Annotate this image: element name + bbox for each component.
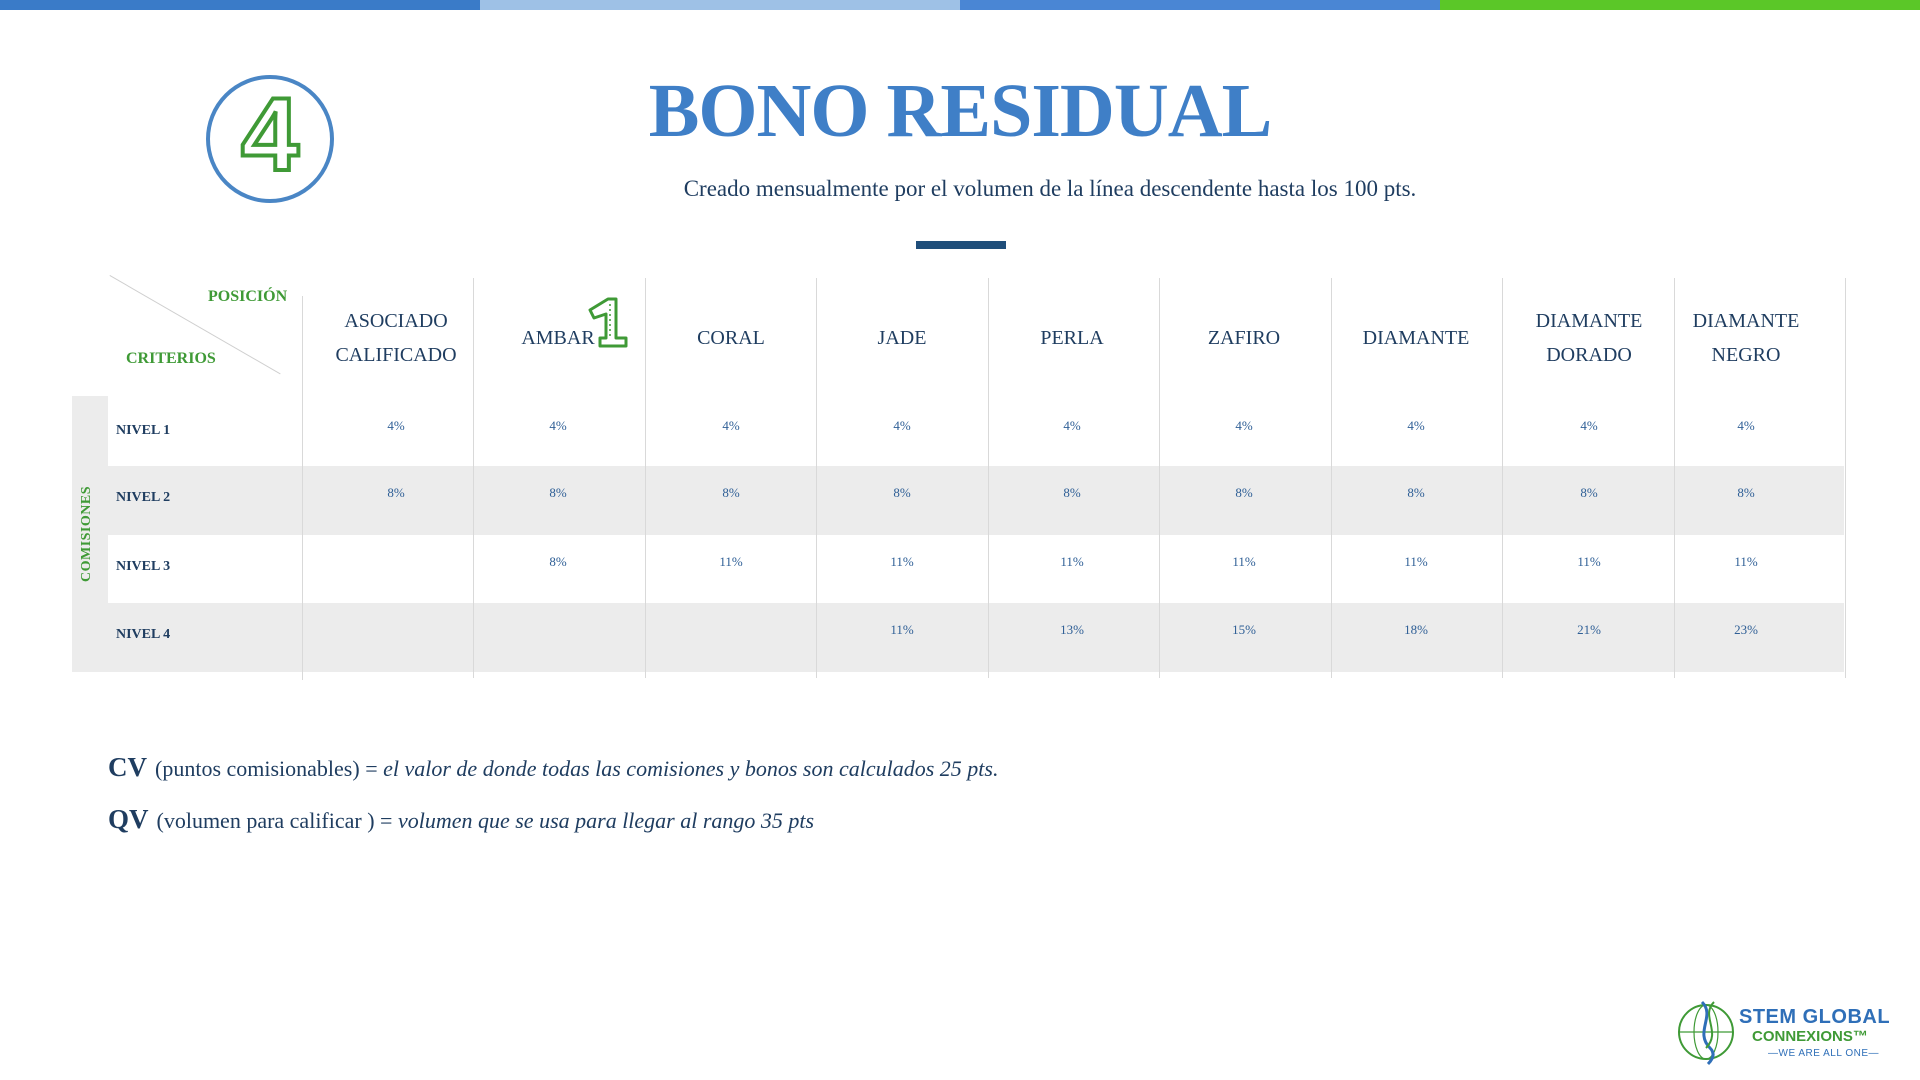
cv-paren: (puntos comisionables) = [155, 756, 378, 781]
column-header-line-1: JADE [877, 327, 927, 349]
table-cell: 4% [549, 418, 567, 433]
table-cell: 4% [722, 418, 740, 433]
number-one-icon [582, 296, 632, 348]
page-subtitle: Creado mensualmente por el volumen de la línea descendente hasta los 100 pts. [683, 176, 1417, 201]
column-header-line-1: DIAMANTE [1362, 327, 1470, 349]
table-cell: 4% [1737, 418, 1755, 433]
column-header-line-1: CORAL [697, 327, 765, 349]
column-header-line-2: CALIFICADO [335, 344, 457, 366]
column-header [646, 290, 816, 386]
logo-line-1: STEM GLOBAL [1739, 1006, 1891, 1028]
top-color-bar [0, 0, 1920, 10]
qv-abbr: QV [108, 804, 149, 834]
column-divider [1845, 278, 1846, 678]
column-header-line-1: ZAFIRO [1207, 327, 1281, 349]
column-header-line-1: DIAMANTE [1692, 310, 1800, 332]
page-title: BONO RESIDUAL [648, 69, 1272, 153]
column-header [311, 290, 481, 386]
table-cell: 8% [722, 485, 740, 500]
table-cell: 8% [549, 485, 567, 500]
cv-description: el valor de donde todas las comisiones y bonos son calculados 25 pts. [383, 756, 999, 781]
comisiones-label: COMISIONES [79, 485, 94, 583]
qv-description: volumen que se usa para llegar al rango 35 pts [397, 808, 815, 833]
table-cell: 11% [1232, 554, 1256, 569]
qv-paren: (volumen para calificar ) = [156, 808, 393, 833]
row-label: NIVEL 4 [116, 627, 171, 642]
header-criteria-label: CRITERIOS [126, 350, 216, 367]
title-divider [916, 241, 1006, 249]
logo-line-3: —WE ARE ALL ONE— [1768, 1048, 1879, 1059]
table-cell: 11% [1060, 554, 1084, 569]
column-header-line-1: ASOCIADO [344, 310, 448, 332]
top-bar-segment-4 [1440, 0, 1920, 10]
table-cell: 13% [1060, 622, 1084, 637]
table-cell: 11% [890, 554, 914, 569]
header-position-label: POSICIÓN [208, 288, 288, 305]
table-cell: 8% [1235, 485, 1253, 500]
qv-definition [108, 804, 814, 835]
column-header-line-1: AMBAR [521, 327, 595, 349]
column-header-line-2: DORADO [1546, 344, 1632, 366]
table-cell: 11% [719, 554, 743, 569]
column-header [1661, 290, 1831, 386]
top-bar-segment-2 [480, 0, 960, 10]
table-cell: 8% [893, 485, 911, 500]
top-bar-segment-1 [0, 0, 480, 10]
table-cell: 4% [1580, 418, 1598, 433]
table-cell: 8% [387, 485, 405, 500]
top-bar-segment-3 [960, 0, 1440, 10]
table-cell: 11% [1404, 554, 1428, 569]
table-cell: 8% [1580, 485, 1598, 500]
column-header [1331, 290, 1501, 386]
row-label: NIVEL 3 [116, 559, 171, 574]
table-cell: 4% [1407, 418, 1425, 433]
column-header [1159, 290, 1329, 386]
step-number-badge [206, 75, 334, 203]
table-cell: 8% [549, 554, 567, 569]
table-cell: 11% [890, 622, 914, 637]
column-header [987, 290, 1157, 386]
globe-dna-icon [1676, 996, 1740, 1066]
column-header-line-1: PERLA [1040, 327, 1104, 349]
cv-definition [108, 752, 998, 783]
table-cell: 4% [1063, 418, 1081, 433]
table-cell: 4% [387, 418, 405, 433]
table-cell: 8% [1737, 485, 1755, 500]
column-divider [302, 296, 303, 680]
logo-line-2: CONNEXIONS™ [1752, 1028, 1868, 1045]
stem-global-logo [1676, 992, 1906, 1068]
row-label: NIVEL 1 [116, 423, 171, 438]
table-cell: 11% [1734, 554, 1758, 569]
step-number: 4 [241, 77, 299, 193]
column-header [817, 290, 987, 386]
column-header-line-2: NEGRO [1711, 344, 1781, 366]
column-header [1504, 290, 1674, 386]
table-cell: 11% [1577, 554, 1601, 569]
table-cell: 23% [1734, 622, 1758, 637]
column-divider [1502, 278, 1503, 678]
table-cell: 8% [1063, 485, 1081, 500]
table-cell: 4% [1235, 418, 1253, 433]
column-header-line-1: DIAMANTE [1535, 310, 1643, 332]
cv-abbr: CV [108, 752, 147, 782]
table-cell: 4% [893, 418, 911, 433]
table-cell: 18% [1404, 622, 1428, 637]
table-cell: 21% [1577, 622, 1601, 637]
table-cell: 15% [1232, 622, 1256, 637]
row-label: NIVEL 2 [116, 490, 171, 505]
table-cell: 8% [1407, 485, 1425, 500]
